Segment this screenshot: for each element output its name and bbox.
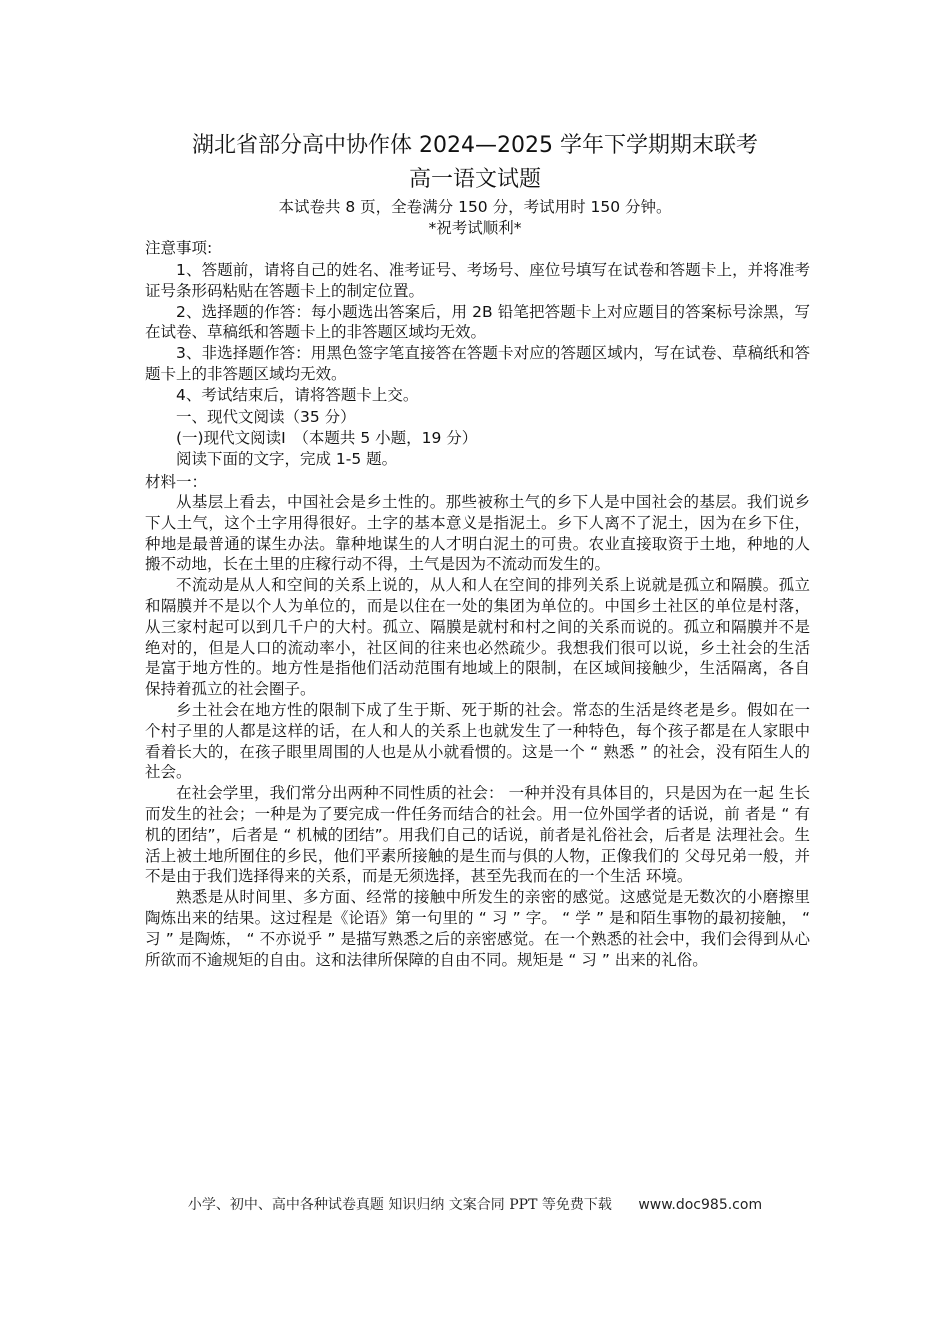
note-item: 3、非选择题作答：用黑色签字笔直接答在答题卡对应的答题区域内，写在试卷、草稿纸和答题卡上的非答题区域均无效。 (145, 344, 810, 383)
article-paragraph: 在社会学里，我们常分出两种不同性质的社会： 一种并没有具体目的，只是因为在一起 生长而发生的社会；一种是为了要完成一件任务而结合的社会。用一位外国学者的话说，前 者是 “ 有机的团结”，后者是 “ 机械的团结”。用我们自己的话说，前者是礼俗社会，后者是 法理社会。生活上被土地所囿住的乡民，他们平素所接触的是生而与俱的人物，正像我们的 父母兄弟一般，并不是由于我们选择得来的关系，而是无须选择，甚至先我而在的一个生活 环境。 (145, 784, 810, 886)
note-item: 1、答题前，请将自己的姓名、准考证号、考场号、座位号填写在试卷和答题卡上，并将准考证号条形码粘贴在答题卡上的制定位置。 (145, 261, 810, 300)
exam-meta: 本试卷共 8 页，全卷满分 150 分，考试用时 150 分钟。 (278, 198, 672, 216)
article-paragraph: 不流动是从人和空间的关系上说的，从人和人在空间的排列关系上说就是孤立和隔膜。孤立和隔膜并不是以个人为单位的，而是以住在一处的集团为单位的。中国乡土社区的单位是村落，从三家村起可以到几千户的大村。孤立、隔膜是就村和村之间的关系而说的。孤立和隔膜并不是绝对的，但是人口的流动率小，社区间的往来也必然疏少。我想我们很可以说，乡土社会的生活是富于地方性的。地方性是指他们活动范围有地域上的限制，在区域间接触少，生活隔离，各自保持着孤立的社会圈子。 (145, 576, 810, 699)
material-label-block (145, 472, 810, 493)
exam-subtitle: 高一语文试题 (408, 167, 541, 192)
article-body (145, 492, 810, 970)
material-label: 材料一： (145, 473, 208, 491)
exam-wish: *祝考试顺利* (428, 219, 522, 237)
exam-title: 湖北省部分高中协作体 2024—2025 学年下学期期末联考 (192, 133, 758, 158)
notes-heading-block (145, 238, 810, 259)
note-item: 2、选择题的作答：每小题选出答案后，用 2B 铅笔把答题卡上对应题目的答案标号涂黑，写在试卷、草稿纸和答题卡上的非答题区域均无效。 (145, 302, 810, 342)
section-sub: (一)现代文阅读Ⅰ （本题共 5 小题，19 分） (176, 428, 478, 447)
footer-url[interactable]: www.doc985.com (638, 1197, 763, 1213)
page-footer (0, 1195, 950, 1215)
article-paragraph: 乡土社会在地方性的限制下成了生于斯、死于斯的社会。常态的生活是终老是乡。假如在一个村子里的人都是这样的话，在人和人的关系上也就发生了一种特色，每个孩子都是在人家眼中看着长大的，在孩子眼里周围的人也是从小就看惯的。这是一个 “ 熟悉 ” 的社会，没有陌生人的社会。 (145, 700, 810, 782)
section-header (145, 407, 810, 469)
section-part: 一、现代文阅读（35 分） (176, 408, 356, 426)
section-instruction: 阅读下面的文字，完成 1-5 题。 (176, 449, 398, 468)
notes-list (145, 260, 810, 406)
article-paragraph: 熟悉是从时间里、多方面、经常的接触中所发生的亲密的感觉。这感觉是无数次的小磨擦里陶炼出来的结果。这过程是《论语》第一句里的 “ 习 ” 字。 “ 学 ” 是和陌生事物的最初接触， “ 习 ” 是陶炼， “ 不亦说乎 ” 是描写熟悉之后的亲密感觉。在一个熟悉的社会中，我们会得到从心所欲而不逾规矩的自由。这和法律所保障的自由不同。规矩是 “ 习 ” 出来的礼俗。 (145, 888, 810, 969)
article-paragraph: 从基层上看去，中国社会是乡土性的。那些被称土气的乡下人是中国社会的基层。我们说乡下人土气，这个土字用得很好。土字的基本意义是指泥土。乡下人离不了泥土，因为在乡下住，种地是最普通的谋生办法。靠种地谋生的人才明白泥土的可贵。农业直接取资于土地，种地的人搬不动地，长在土里的庄稼行动不得，土气是因为不流动而发生的。 (145, 493, 810, 574)
notes-heading: 注意事项: (145, 239, 213, 257)
footer-text: 小学、初中、高中各种试卷真题 知识归纳 文案合同 PPT 等免费下载 (187, 1197, 612, 1213)
note-item: 4、考试结束后，请将答题卡上交。 (176, 385, 419, 404)
